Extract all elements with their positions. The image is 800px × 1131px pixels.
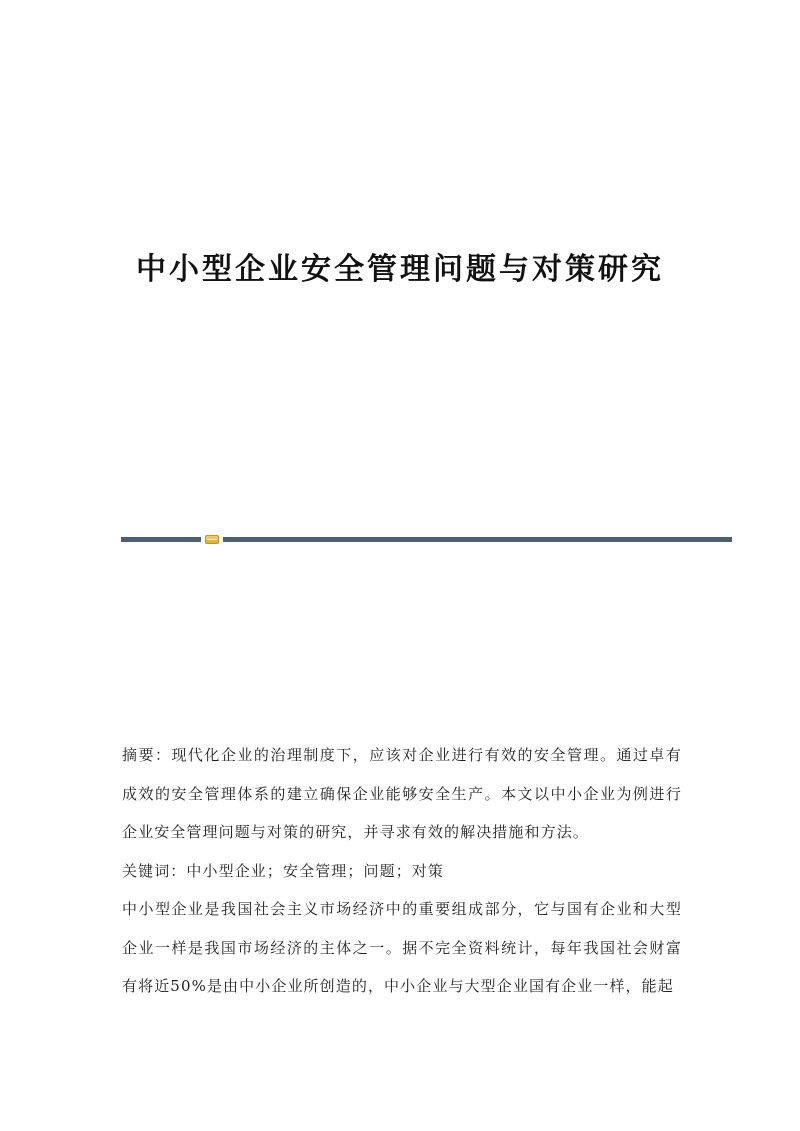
title-divider [121,535,732,543]
intro-paragraph: 中小型企业是我国社会主义市场经济中的重要组成部分，它与国有企业和大型企业一样是我国市场经济的主体之一。据不完全资料统计，每年我国社会财富有将近50%是由中小企业所创造的，中小企业与大型企业国有企业一样，能起 [122,900,682,995]
ornament-icon [205,535,219,544]
divider-bar-right [223,537,732,542]
document-body [122,736,682,1006]
page-title: 中小型企业安全管理问题与对策研究 [136,252,664,288]
keywords-line: 关键词：中小型企业；安全管理；问题；对策 [122,861,445,880]
divider-bar-left [121,537,201,542]
abstract-paragraph: 摘要：现代化企业的治理制度下，应该对企业进行有效的安全管理。通过卓有成效的安全管理体系的建立确保企业能够安全生产。本文以中小企业为例进行企业安全管理问题与对策的研究，并寻求有效的解决措施和方法。 [122,746,682,841]
